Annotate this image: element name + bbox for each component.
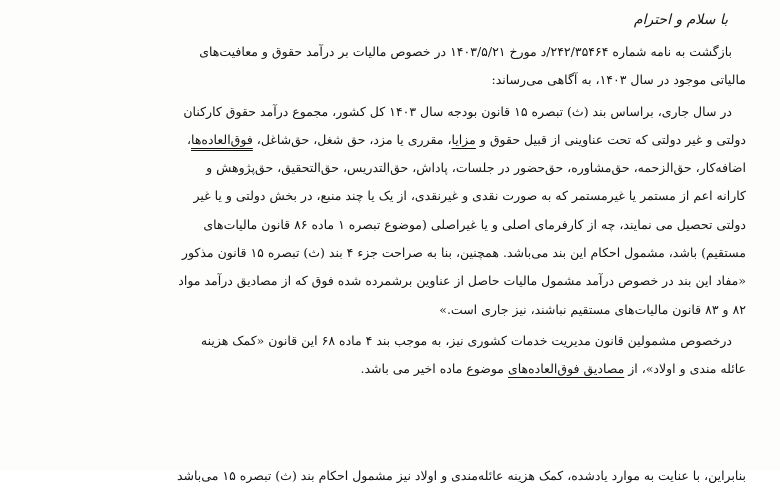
- text-run: عائله مندی و اولاد»، از: [624, 361, 746, 377]
- paragraph-line: [34, 355, 746, 383]
- paragraph-line: مستقیم) باشد، مشمول احکام این بند می‌باشد. همچنین، بنا به صراحت جزء ۴ بند (ث) تبصره ۱۵ قانون مذکور: [181, 245, 746, 261]
- cropped-next-line: بنابراین، با عنایت به موارد یادشده، کمک هزینه عائله‌مندی و اولاد نیز مشمول احکام بند (ث) تبصره ۱۵ می‌باشد: [176, 468, 746, 483]
- paragraph-reference: [34, 38, 746, 95]
- paragraph-line: «مفاد این بند در خصوص درآمد مشمول مالیات حاصل از عناوین برشمرده شده فوق که از مصادیق درآمد مواد: [178, 273, 746, 289]
- paragraph-line: [34, 126, 746, 154]
- paragraph-line: درخصوص مشمولین قانون مدیریت خدمات کشوری نیز، به موجب بند ۴ ماده ۶۸ این قانون «کمک هزینه: [200, 332, 732, 348]
- paragraph-line: در سال جاری، براساس بند (ث) تبصره ۱۵ قانون بودجه سال ۱۴۰۳ کل کشور، مجموع درآمد حقوق کارکنان: [183, 103, 732, 119]
- paragraph-line: دولتی تحصیل می نمایند، چه از کارفرمای اصلی و یا غیراصلی (موضوع تبصره ۱ ماده ۸۶ قانون مالیات‌های: [203, 216, 746, 232]
- paragraph-line: اضافه‌کار، حق‌الزحمه، حق‌مشاوره، حق‌حضور در جلسات، پاداش، حق‌التدریس، حق‌التحقیق، حق‌پژوهش و: [206, 160, 746, 176]
- text-run: موضوع ماده اخیر می باشد.: [360, 361, 508, 377]
- underlined-term-masadigh: مصادیق فوق‌العاده‌های: [507, 361, 625, 377]
- text-run: ،: [186, 131, 192, 147]
- paragraph-line: مالیاتی موجود در سال ۱۴۰۳، به آگاهی می‌رساند:: [491, 72, 746, 88]
- text-run: دولتی و غیر دولتی که تحت عناوینی از قبیل حقوق و: [475, 131, 746, 147]
- underlined-term-foghalade: فوق‌العاده‌ها: [191, 131, 253, 147]
- paragraph-line: بازگشت به نامه شماره ۲۴۲/۳۵۴۶۴/د مورخ ۱۴۰۳/۵/۲۱ در خصوص مالیات بر درآمد حقوق و معافیت‌های: [199, 44, 732, 59]
- underlined-term-mazaya: مزایا: [451, 131, 476, 147]
- paragraph-civil-service: [34, 327, 746, 384]
- paragraph-budget-law: [34, 98, 746, 324]
- paragraph-line: کارانه اعم از مستمر یا غیرمستمر که به صورت نقدی و غیرنقدی، از یک یا چند منبع، در بخش دولتی و یا غیر: [193, 188, 746, 204]
- salutation: با سلام و احترام: [633, 12, 728, 28]
- paragraph-line: ۸۲ و ۸۳ قانون مالیات‌های مستقیم نباشند، نیز جاری است.»: [439, 301, 746, 317]
- text-run: ، مقرری یا مزد، حق شغل، حق‌شاغل،: [252, 131, 452, 147]
